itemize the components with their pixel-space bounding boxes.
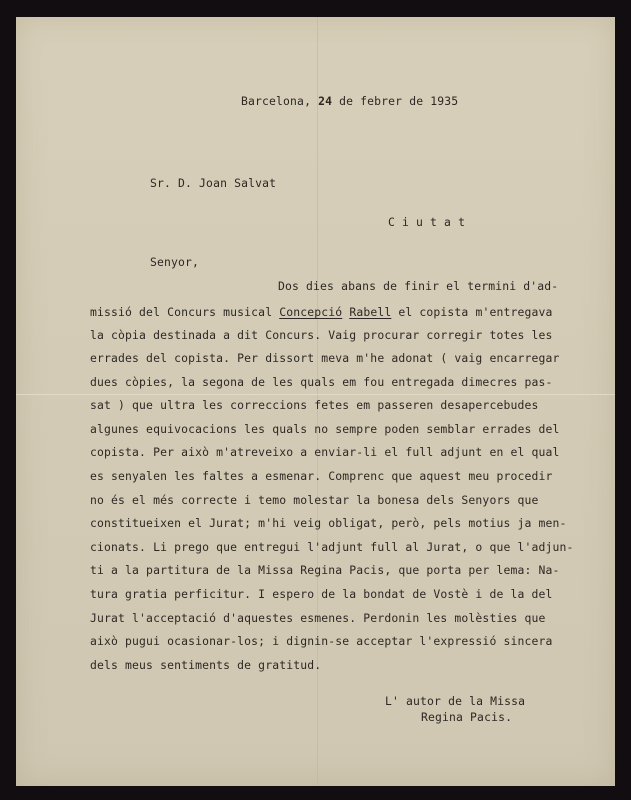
body-line: sat ) que ultra les correccions fetes em passeren desapercebudes bbox=[90, 398, 539, 412]
body-line: missió del Concurs musical Concepció Rabell el copista m'entregava bbox=[90, 305, 553, 319]
day: 24 bbox=[318, 94, 333, 108]
body-line: Dos dies abans de finir el termini d'ad- bbox=[278, 279, 559, 293]
signature-line-1: L' autor de la Missa bbox=[385, 694, 526, 708]
place: Barcelona, bbox=[241, 94, 312, 108]
recipient-name: Sr. D. Joan Salvat bbox=[150, 176, 277, 190]
body-line: Jurat l'acceptació d'aquestes esmenes. Perdonin les molèsties que bbox=[90, 611, 546, 625]
date-rest: de febrer de 1935 bbox=[339, 94, 459, 108]
underlined-name: Concepció bbox=[279, 305, 343, 319]
body-line: algunes equivocacions les quals no sempre poden semblar errades del bbox=[90, 422, 560, 436]
recipient-city: C i u t a t bbox=[388, 215, 466, 229]
body-line: constitueixen el Jurat; m'hi veig obligat, però, pels motius ja men- bbox=[90, 516, 567, 530]
body-line: dels meus sentiments de gratitud. bbox=[90, 658, 322, 672]
signature-line-2: Regina Pacis. bbox=[421, 710, 513, 724]
body-line: no és el més correcte i temo molestar la bonesa dels Senyors que bbox=[90, 493, 539, 507]
body-line: dues còpies, la segona de les quals em fou entregada dimecres pas- bbox=[90, 375, 553, 389]
body-line: copista. Per això m'atreveixo a enviar-li el full adjunt en el qual bbox=[90, 445, 560, 459]
body-line: tura gratia perficitur. I espero de la bondat de Vostè i de la del bbox=[90, 587, 553, 601]
body-line: errades del copista. Per dissort meva m'he adonat ( vaig encarregar bbox=[90, 351, 560, 365]
salutation: Senyor, bbox=[150, 255, 200, 269]
place-date-line bbox=[241, 90, 458, 112]
body-line: cionats. Li prego que entregui l'adjunt full al Jurat, o que l'adjun- bbox=[90, 540, 574, 554]
letter-page bbox=[16, 17, 615, 786]
body-line: es senyalen les faltes a esmenar. Comprenc que aquest meu procedir bbox=[90, 469, 553, 483]
body-line: això pugui ocasionar-los; i dignin-se acceptar l'expressió sincera bbox=[90, 634, 553, 648]
body-line: la còpia destinada a dit Concurs. Vaig procurar corregir totes les bbox=[90, 328, 553, 342]
underlined-name: Rabell bbox=[349, 305, 392, 319]
body-line: ti a la partitura de la Missa Regina Pacis, que porta per lema: Na- bbox=[90, 563, 560, 577]
